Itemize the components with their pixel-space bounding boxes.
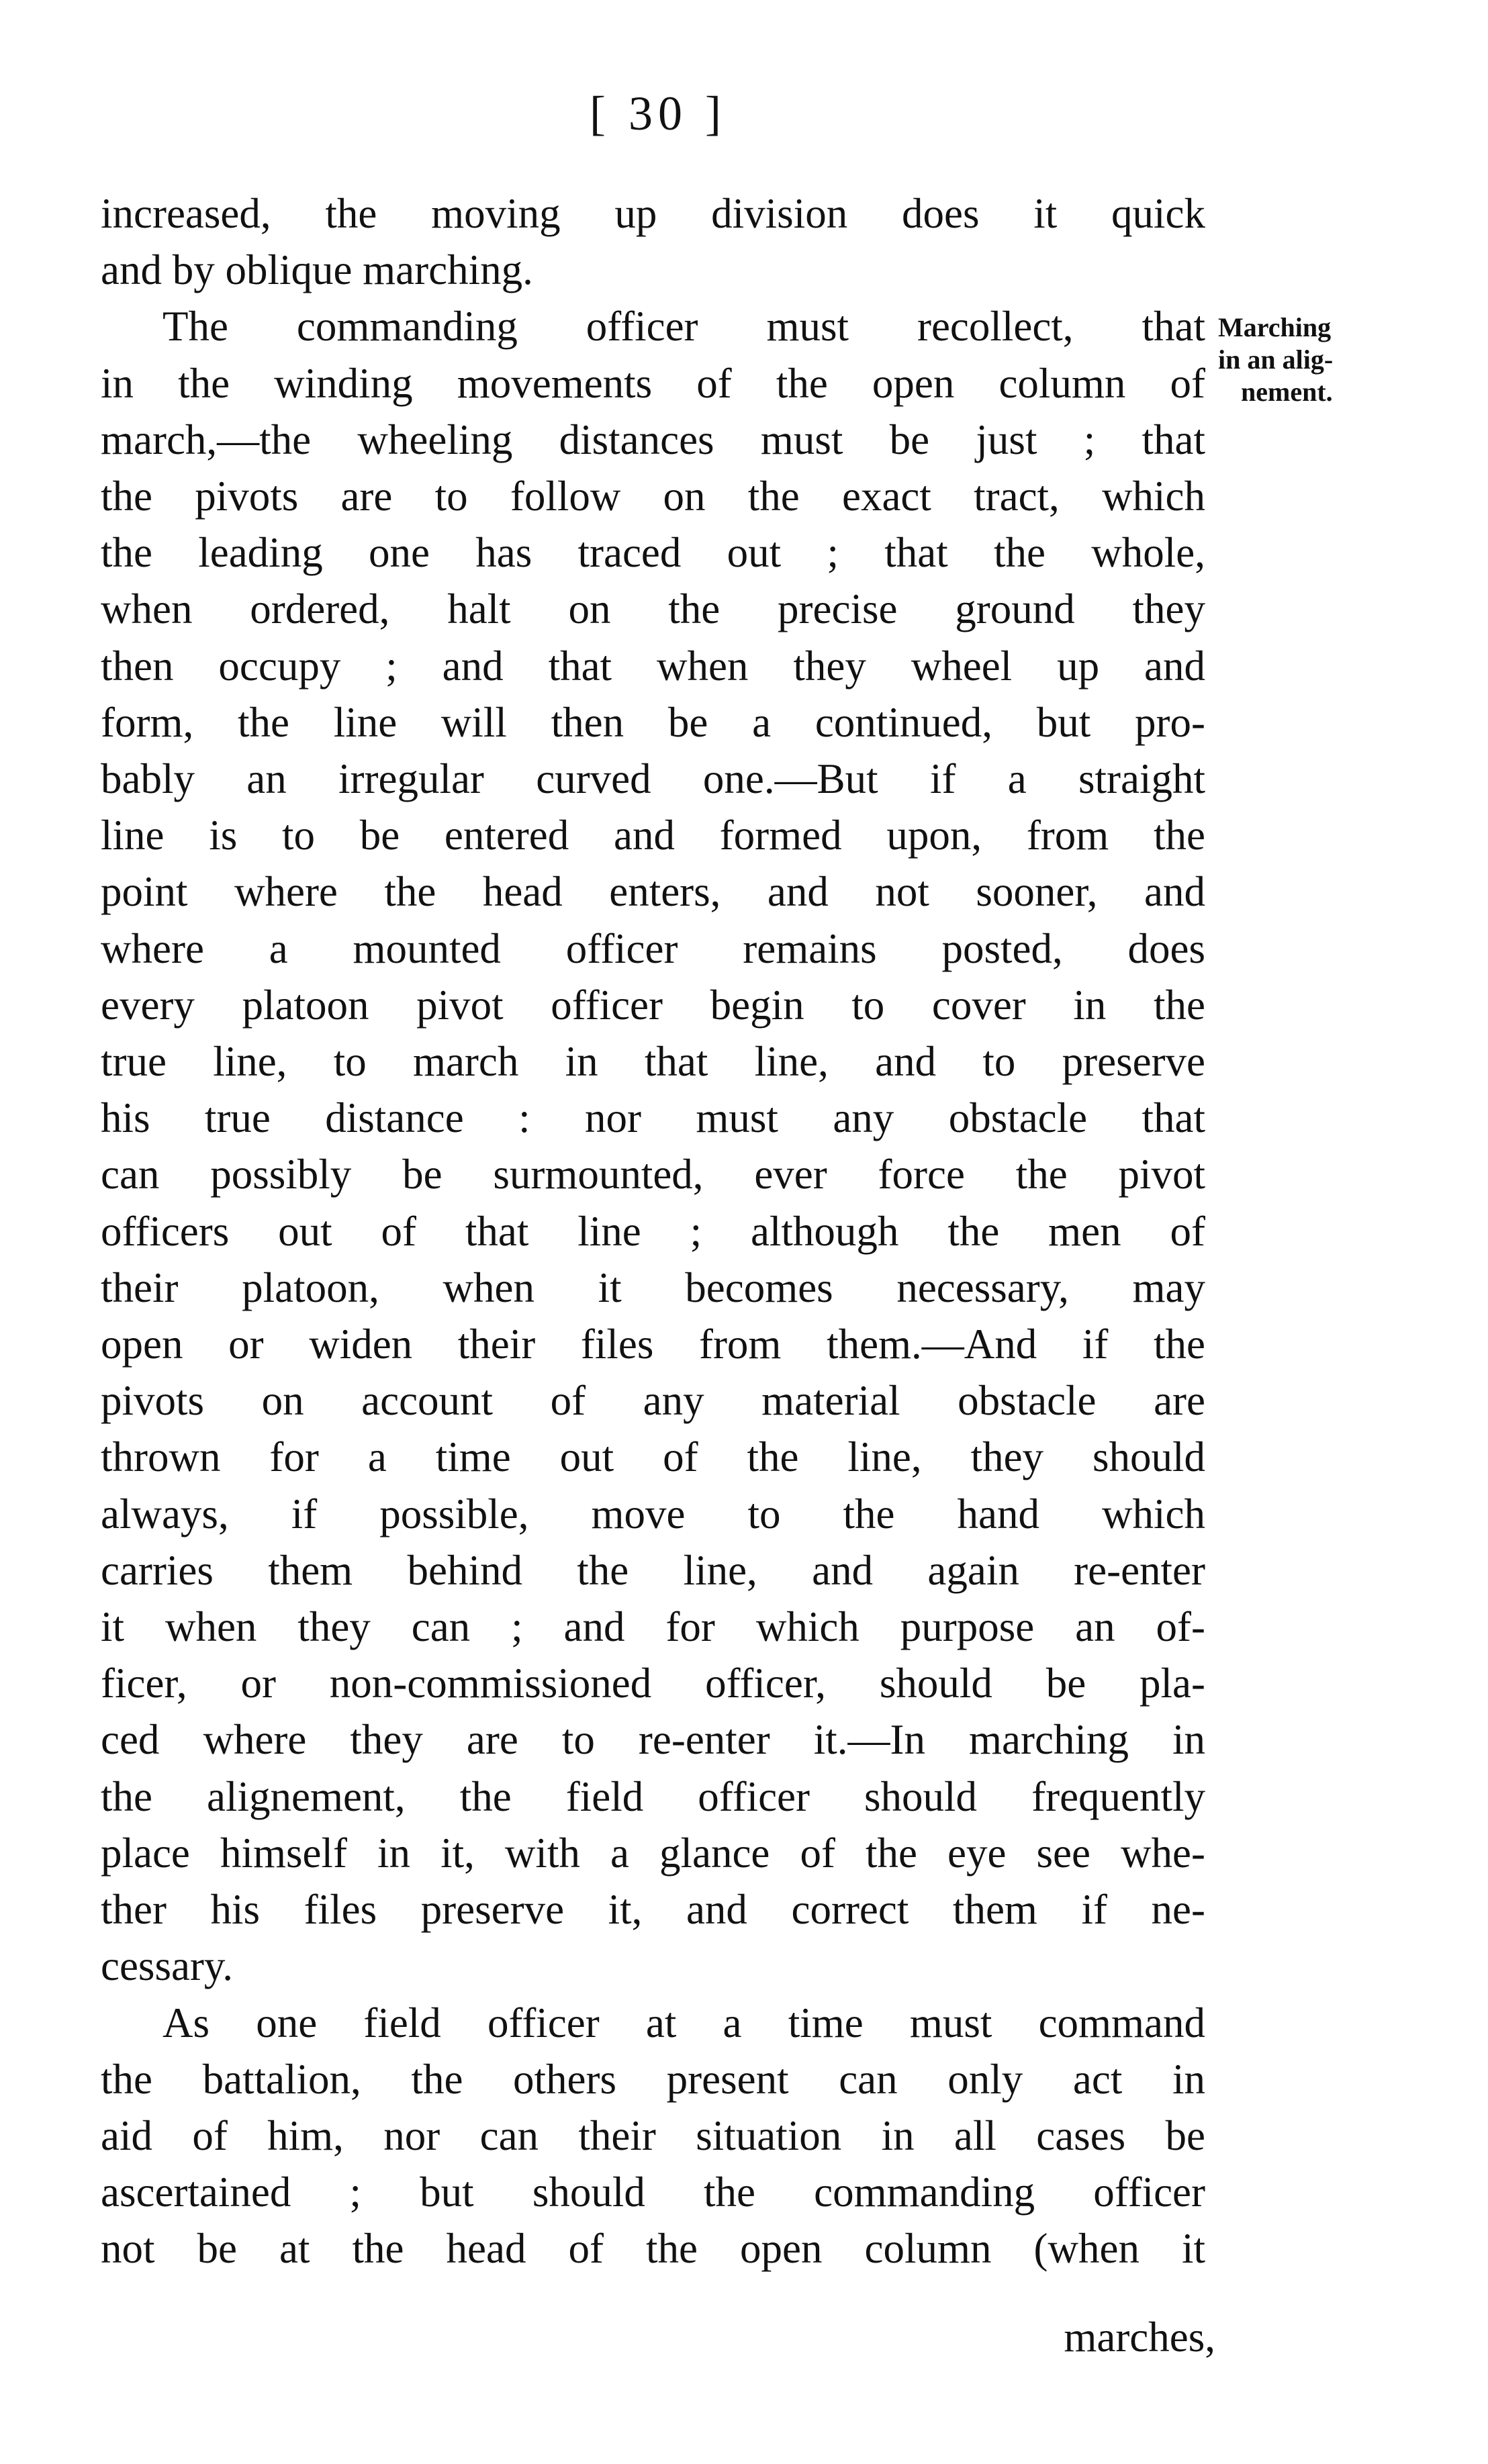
body-text (101, 185, 1205, 2277)
text-line: aid of him, nor can their situation in all cases be (101, 2112, 1205, 2159)
text-line: point where the head enters, and not sooner, and (101, 868, 1205, 916)
text-line: carries them behind the line, and again re-enter (101, 1546, 1205, 1594)
text-line: place himself in it, with a glance of the eye see whe- (101, 1829, 1205, 1877)
text-line: bably an irregular curved one.—But if a straight (101, 755, 1205, 803)
text-line: ficer, or non-commissioned officer, should be pla- (101, 1660, 1205, 1707)
paragraph (101, 1995, 1205, 2277)
text-line: line is to be entered and formed upon, from the (101, 812, 1205, 859)
text-line: increased, the moving up division does it quick (101, 190, 1205, 237)
text-line: in the winding movements of the open column of (101, 359, 1205, 407)
text-line: the pivots are to follow on the exact tract, which (101, 473, 1205, 520)
text-line: form, the line will then be a continued, but pro- (101, 698, 1205, 746)
text-line: not be at the head of the open column (when it (101, 2225, 1205, 2273)
margin-note (1214, 312, 1436, 408)
text-line: the battalion, the others present can only act in (101, 2055, 1205, 2103)
text-line: true line, to march in that line, and to preserve (101, 1038, 1205, 1086)
paragraph (101, 185, 1205, 298)
text-line: thrown for a time out of the line, they should (101, 1433, 1205, 1481)
text-line: open or widen their files from them.—And if the (101, 1321, 1205, 1368)
text-line: can possibly be surmounted, ever force the pivot (101, 1151, 1205, 1198)
text-line: pivots on account of any material obstacle are (101, 1377, 1205, 1425)
catchword: marches, (1064, 2314, 1215, 2361)
text-line: the alignement, the field officer should frequently (101, 1772, 1205, 1820)
text-line: ther his files preserve it, and correct them if ne- (101, 1886, 1205, 1934)
text-line: the leading one has traced out ; that the whole, (101, 529, 1205, 577)
text-line: officers out of that line ; although the men of (101, 1207, 1205, 1255)
text-line: The commanding officer must recollect, that (162, 303, 1205, 350)
text-line: then occupy ; and that when they wheel up and (101, 642, 1205, 690)
text-line: where a mounted officer remains posted, does (101, 925, 1205, 972)
text-line: cessary. (101, 1942, 234, 1990)
text-line: it when they can ; and for which purpose an of- (101, 1603, 1205, 1651)
paragraph (101, 298, 1205, 1994)
text-line: ascertained ; but should the commanding officer (101, 2169, 1205, 2216)
margin-note-line: nement. (1241, 377, 1333, 407)
text-line: As one field officer at a time must command (162, 1999, 1205, 2046)
text-line: his true distance : nor must any obstacle that (101, 1094, 1205, 1142)
text-line: their platoon, when it becomes necessary, may (101, 1264, 1205, 1311)
margin-note-line: in an alig- (1218, 344, 1334, 375)
margin-note-line: Marching (1218, 312, 1332, 342)
text-line: ced where they are to re-enter it.—In marching in (101, 1716, 1205, 1764)
text-line: and by oblique marching. (101, 246, 533, 294)
text-line: every platoon pivot officer begin to cover in the (101, 981, 1205, 1029)
text-line: always, if possible, move to the hand which (101, 1490, 1205, 1537)
text-line: when ordered, halt on the precise ground they (101, 585, 1205, 633)
text-line: march,—the wheeling distances must be just ; that (101, 416, 1205, 463)
page-number: [ 30 ] (590, 87, 727, 140)
